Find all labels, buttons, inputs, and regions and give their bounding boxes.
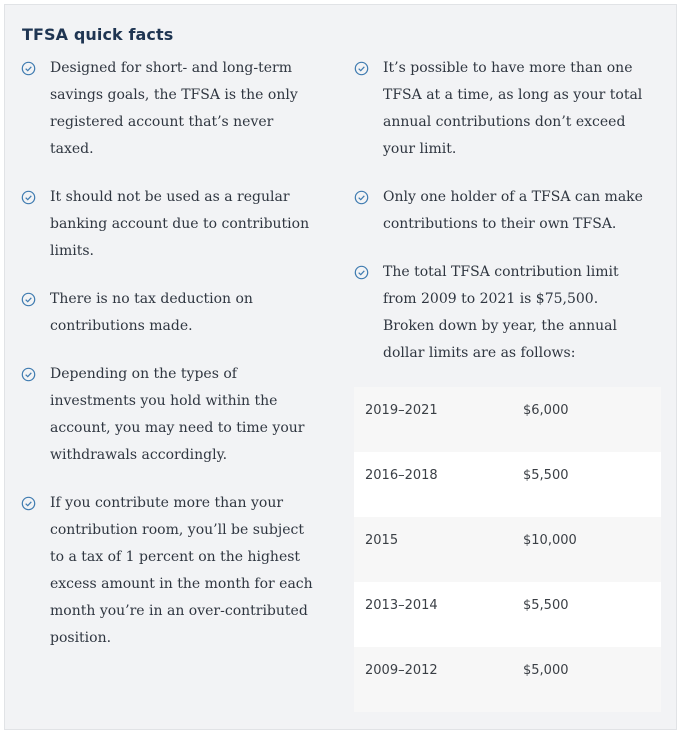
table-row — [354, 517, 661, 582]
limit-amount: $10,000 — [523, 533, 577, 548]
item-text: It should not be used as a regular banking account due to contribution limits. — [50, 189, 310, 259]
year-range: 2013–2014 — [365, 598, 438, 613]
list-item — [352, 184, 652, 238]
item-text: Only one holder of a TFSA can make contributions to their own TFSA. — [383, 189, 643, 232]
check-circle-icon — [21, 367, 36, 382]
list-item — [19, 55, 319, 163]
item-text: Designed for short- and long-term savings goals, the TFSA is the only registered account that’s never taxed. — [50, 60, 298, 157]
limit-amount: $5,500 — [523, 598, 569, 613]
check-circle-icon — [354, 190, 369, 205]
check-circle-icon — [21, 61, 36, 76]
check-circle-icon — [354, 61, 369, 76]
list-item — [19, 286, 319, 340]
table-row — [354, 582, 661, 647]
item-text: It’s possible to have more than one TFSA at a time, as long as your total annual contributions don’t exceed your limit. — [383, 60, 643, 157]
right-column — [352, 55, 652, 388]
check-circle-icon — [21, 292, 36, 307]
tfsa-facts-card — [4, 4, 677, 730]
check-circle-icon — [21, 190, 36, 205]
list-item — [19, 361, 319, 469]
table-row — [354, 452, 661, 517]
card-title: TFSA quick facts — [22, 25, 174, 44]
check-circle-icon — [354, 265, 369, 280]
left-column — [19, 55, 319, 673]
year-range: 2019–2021 — [365, 403, 438, 418]
contribution-limits-table — [354, 387, 661, 712]
check-circle-icon — [21, 496, 36, 511]
limit-amount: $5,000 — [523, 663, 569, 678]
year-range: 2015 — [365, 533, 399, 548]
limit-amount: $5,500 — [523, 468, 569, 483]
list-item — [352, 259, 652, 367]
item-text: If you contribute more than your contribution room, you’ll be subject to a tax of 1 percent on the highest excess amount in the month for each month you’re in an over-contributed position. — [50, 495, 313, 646]
list-item — [352, 55, 652, 163]
table-row — [354, 387, 661, 452]
limit-amount: $6,000 — [523, 403, 569, 418]
item-text: There is no tax deduction on contributions made. — [50, 291, 253, 334]
year-range: 2016–2018 — [365, 468, 438, 483]
year-range: 2009–2012 — [365, 663, 438, 678]
item-text: The total TFSA contribution limit from 2009 to 2021 is $75,500. Broken down by year, the annual dollar limits are as follows: — [383, 264, 619, 361]
table-row — [354, 647, 661, 712]
item-text: Depending on the types of investments you hold within the account, you may need to time your withdrawals accordingly. — [50, 366, 305, 463]
list-item — [19, 490, 319, 652]
list-item — [19, 184, 319, 265]
